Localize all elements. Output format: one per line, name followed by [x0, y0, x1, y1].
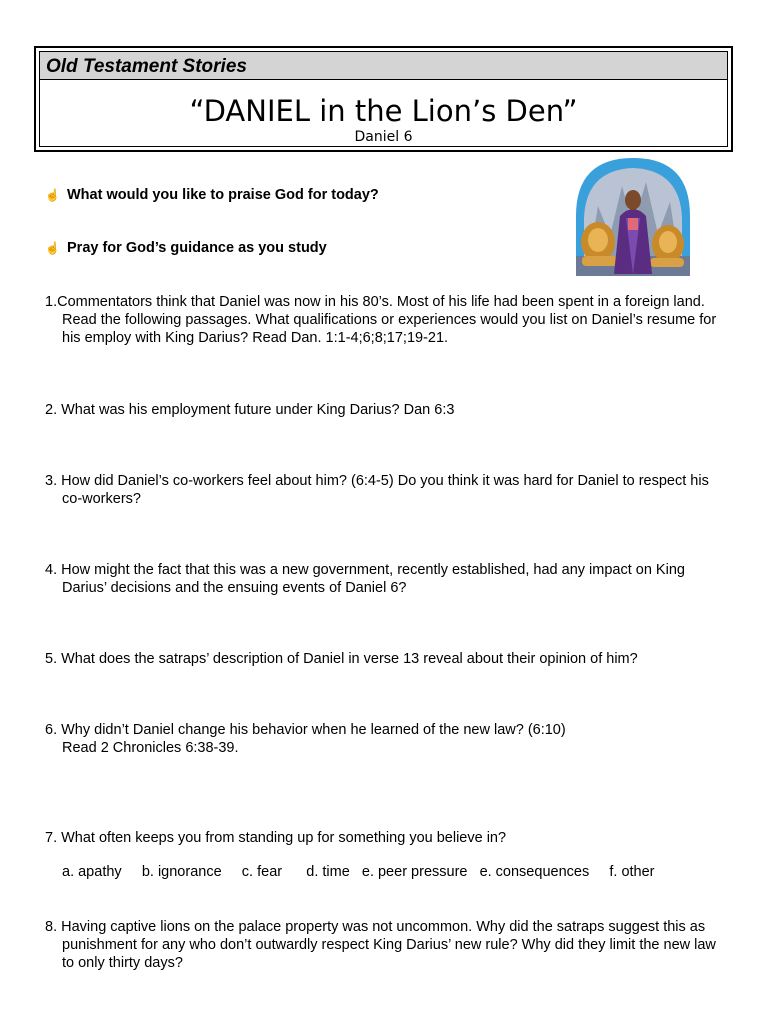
question-7-text: 7. What often keeps you from standing up for something you believe in? — [45, 830, 507, 846]
pointing-hand-icon: ☝ — [45, 188, 60, 202]
page-title: “DANIEL in the Lion’s Den” — [189, 94, 578, 128]
question-5 — [45, 650, 725, 668]
daniel-lions-illustration — [574, 156, 692, 278]
question-5-text: 5. What does the satraps’ description of Daniel in verse 13 reveal about their opinion of him? — [45, 651, 638, 667]
question-1 — [45, 293, 725, 347]
question-2 — [45, 401, 725, 419]
question-3-text: 3. How did Daniel’s co-workers feel about him? (6:4-5) Do you think it was hard for Daniel to respect his co-workers? — [45, 473, 709, 507]
title-box-inner — [39, 51, 728, 147]
question-4 — [45, 561, 725, 597]
prompt-praise-text: What would you like to praise God for today? — [67, 187, 379, 203]
question-6 — [45, 721, 725, 757]
prompt-pray — [45, 240, 327, 256]
question-4-text: 4. How might the fact that this was a new government, recently established, had any impact on King Darius’ decisions and the ensuing events of Daniel 6? — [45, 562, 685, 596]
option-ignorance: b. ignorance — [141, 864, 222, 880]
option-time: d. time — [306, 864, 350, 880]
answer-options — [62, 864, 655, 880]
question-7 — [45, 829, 725, 847]
pointing-hand-icon: ☝ — [45, 241, 60, 255]
question-6-reading: Read 2 Chronicles 6:38-39. — [62, 740, 239, 756]
question-6-text: 6. Why didn’t Daniel change his behavior when he learned of the new law? (6:10) — [45, 722, 566, 738]
prompt-praise — [45, 187, 379, 203]
series-title: Old Testament Stories — [46, 56, 247, 77]
scripture-reference: Daniel 6 — [354, 129, 413, 145]
option-other: f. other — [609, 864, 655, 880]
option-consequences: e. consequences — [479, 864, 590, 880]
question-2-text: 2. What was his employment future under King Darius? Dan 6:3 — [45, 402, 455, 418]
question-1-text: 1.Commentators think that Daniel was now in his 80’s. Most of his life had been spent in a foreign land. Read the following passages. What qualifications or experiences would you list on Daniel’s resume for his employ with King Darius? Read Dan. 1:1-4;6;8;17;19-21. — [45, 294, 717, 346]
question-8-text: 8. Having captive lions on the palace property was not uncommon. Why did the satraps suggest this as punishment for any who don’t outwardly respect King Darius’ new rule? Why did they limit the new law to only thirty days? — [45, 919, 716, 971]
question-8 — [45, 918, 725, 972]
option-fear: c. fear — [241, 864, 283, 880]
question-3 — [45, 472, 725, 508]
title-box — [34, 46, 733, 152]
series-band — [40, 52, 727, 80]
option-peer-pressure: e. peer pressure — [361, 864, 468, 880]
option-apathy: a. apathy — [62, 864, 122, 880]
prompt-pray-text: Pray for God’s guidance as you study — [67, 240, 327, 256]
